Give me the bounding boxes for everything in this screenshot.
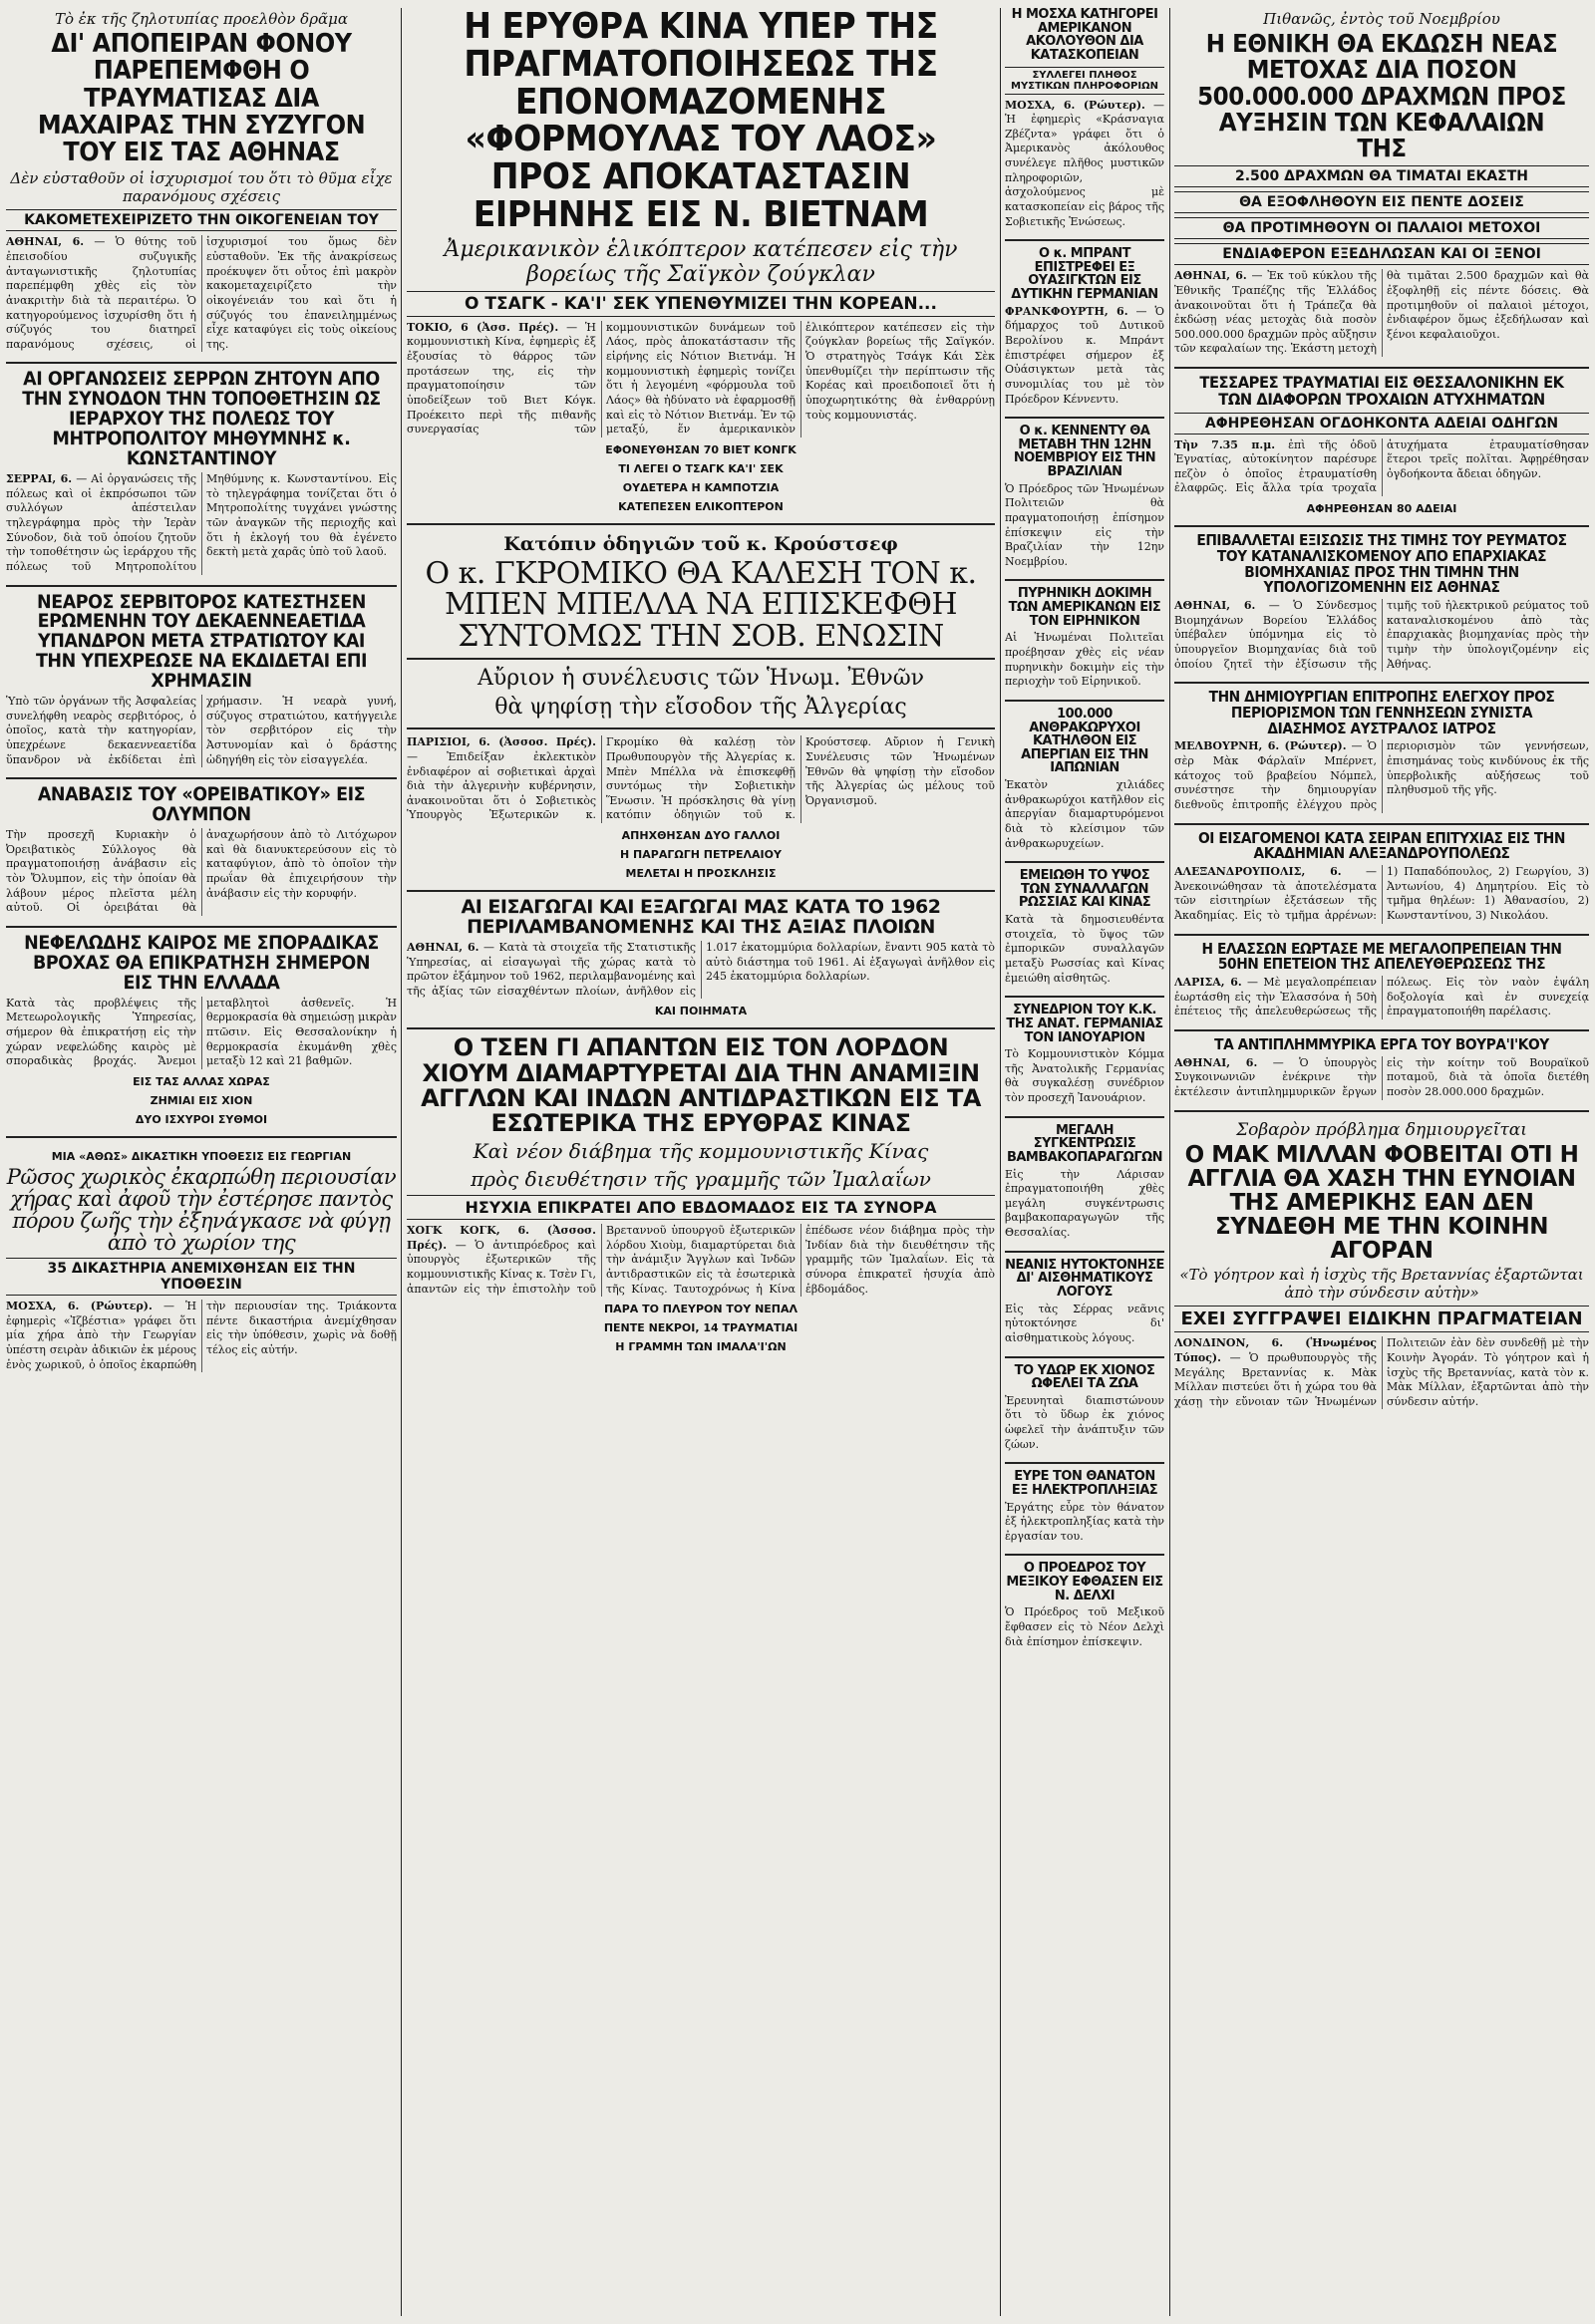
dateline: ΑΘΗΝΑΙ, 6.	[6, 235, 85, 249]
story-imports-exports	[407, 890, 995, 1017]
subheadline: ΕΝΔΙΑΦΕΡΟΝ ΕΞΕΔΗΛΩΣΑΝ ΚΑΙ ΟΙ ΞΕΝΟΙ	[1174, 243, 1589, 265]
headline: ΑΙ ΟΡΓΑΝΩΣΕΙΣ ΣΕΡΡΩΝ ΖΗΤΟΥΝ ΑΠΟ ΤΗΝ ΣΥΝΟΔΟΝ ΤΗΝ ΤΟΠΟΘΕΤΗΣΙΝ ΩΣ ΙΕΡΑΡΧΟΥ ΤΗΣ ΠΟΛΕΩΣ ΤΟΥ ΜΗΤΡΟΠΟΛΙΤΟΥ ΜΗΘΥΜΝΗΣ κ. ΚΩΝΣΤΑΝΤΙΝΟΥ	[22, 368, 381, 470]
article-text: — Ἀνεκοινώθησαν τὰ ἀποτελέσματα τῶν εἰσιτηρίων ἐξετάσεων τῆς Ἀκαδημίας. Εἰς τὸ τμῆμα ἀρρένων: 1) Παπαδόπουλος, 2) Γεωργίου, 3) Ἀντωνίου, 4) Δημητρίου. Εἰς τὸ τμῆμα θηλέων: 1) Ἀθανασίου, 2) Κωνσταντίνου, 3) Νικολάου.	[1174, 865, 1589, 922]
dateline: ΜΟΣΧΑ, 6. (Ρώυτερ).	[6, 1300, 153, 1313]
story-chen-yi	[407, 1027, 995, 1353]
article-text: ἐπὶ τῆς ὁδοῦ Ἐγνατίας, αὐτοκίνητον παρέσυρε πεζὸν ὁ ὁποῖος ἐτραυματίσθη ἐλαφρῶς. Εἰς ἄλλα τρία τροχαῖα ἀτυχήματα ἐτραυματίσθησαν ἕτεροι τρεῖς πολῖται. Ἀφῃρέθησαν ὀγδοήκοντα ἄδειαι ὁδηγῶν.	[1174, 437, 1589, 495]
article-body	[407, 941, 995, 1000]
article-text: Ὁ Πρόεδρος τῶν Ἡνωμένων Πολιτειῶν θὰ πραγματοποιήσῃ ἐπίσημον ἐπίσκεψιν εἰς τὴν Βραζιλίαν τὴν 12ην Νοεμβρίου.	[1005, 481, 1164, 568]
dateline: ΧΟΓΚ ΚΟΓΚ, 6. (Ἀσσοσ. Πρές).	[407, 1224, 596, 1252]
story-nuclear-test	[1005, 579, 1164, 689]
deck: Καὶ νέον διάβημα τῆς κομμουνιστικῆς Κίνας	[473, 1139, 929, 1164]
article-text: Ἐρευνηταὶ διαπιστώνουν ὅτι τὸ ὕδωρ ἐκ χιόνος ὠφελεῖ τὴν ἀνάπτυξιν τῶν ζώων.	[1005, 1393, 1164, 1451]
dateline: ΜΕΛΒΟΥΡΝΗ, 6. (Ρώυτερ).	[1174, 739, 1347, 753]
headline: ΝΕΑΝΙΣ ΗΥΤΟΚΤΟΝΗΣΕ ΔΙ' ΑΙΣΘΗΜΑΤΙΚΟΥΣ ΛΟΓΟΥΣ	[1005, 1257, 1164, 1300]
story-weather	[6, 926, 397, 1126]
story-electrocution	[1005, 1462, 1164, 1544]
article-text: Τὸ Κομμουνιστικὸν Κόμμα τῆς Ἀνατολικῆς Γερμανίας θὰ συγκαλέσῃ συνέδριον τὸν προσεχῆ Ἰανουάριον.	[1005, 1047, 1164, 1105]
subheadline: ΑΦΗΡΕΘΗΣΑΝ ΟΓΔΟΗΚΟΝΤΑ ΑΔΕΙΑΙ ΟΔΗΓΩΝ	[1174, 413, 1589, 435]
minor-heading: ΚΑΙ ΠΟΙΗΜΑΤΑ	[654, 1005, 748, 1018]
article-text: Ὑπὸ τῶν ὀργάνων τῆς Ἀσφαλείας συνελήφθη νεαρὸς σερβιτόρος, ὁ ὁποῖος, κατὰ τὴν κατηγορίαν, ὑπεχρέωνε δεκαεννεαετίδα ὕπανδρον νὰ ἐκδίδεται ἐπὶ χρήμασιν. Ἡ νεαρὰ γυνή, σύζυγος στρατιώτου, κατήγγειλε τὸν σερβιτόρον εἰς τὴν Ἀστυνομίαν καὶ ὁ δράστης ὡδηγήθη εἰς τὸν εἰσαγγελέα.	[6, 695, 397, 766]
minor-heading: ΑΠΗΧΘΗΣΑΝ ΔΥΟ ΓΑΛΛΟΙ	[621, 829, 781, 843]
story-national-bank	[1174, 10, 1589, 357]
kicker: Πιθανῶς, ἐντὸς τοῦ Νοεμβρίου	[1263, 10, 1500, 28]
subheadline: ΣΥΛΛΕΓΕΙ ΠΛΗΘΟΣ ΜΥΣΤΙΚΩΝ ΠΛΗΡΟΦΟΡΙΩΝ	[1005, 67, 1164, 95]
headline: ΝΕΦΕΛΩΔΗΣ ΚΑΙΡΟΣ ΜΕ ΣΠΟΡΑΔΙΚΑΣ ΒΡΟΧΑΣ ΘΑ ΕΠΙΚΡΑΤΗΣΗ ΣΗΜΕΡΟΝ ΕΙΣ ΤΗΝ ΕΛΛΑΔΑ	[24, 931, 379, 994]
headline: Η ΕΘΝΙΚΗ ΘΑ ΕΚΔΩΣΗ ΝΕΑΣ ΜΕΤΟΧΑΣ ΔΙΑ ΠΟΣΟΝ 500.000.000 ΔΡΑΧΜΩΝ ΠΡΟΣ ΑΥΞΗΣΙΝ ΤΩΝ ΚΕΦΑΛΑΙΩΝ ΤΗΣ	[1197, 29, 1566, 162]
article-body	[1005, 99, 1164, 230]
story-vouraikos	[1174, 1029, 1589, 1100]
deck: Δὲν εὐσταθοῦν οἱ ἰσχυρισμοί του ὅτι τὸ θῦμα εἶχε παρανόμους σχέσεις	[10, 169, 393, 206]
story-serres-synod	[6, 362, 397, 574]
story-waiter	[6, 585, 397, 768]
story-thessaloniki-accidents	[1174, 367, 1589, 515]
dateline: ΜΟΣΧΑ, 6. (Ρώυτερ).	[1005, 98, 1145, 112]
headline: ΠΥΡΗΝΙΚΗ ΔΟΚΙΜΗ ΤΩΝ ΑΜΕΡΙΚΑΝΩΝ ΕΙΣ ΤΟΝ ΕΙΡΗΝΙΚΟΝ	[1008, 586, 1161, 629]
headline: ΟΙ ΕΙΣΑΓΟΜΕΝΟΙ ΚΑΤΑ ΣΕΙΡΑΝ ΕΠΙΤΥΧΙΑΣ ΕΙΣ ΤΗΝ ΑΚΑΔΗΜΙΑΝ ΑΛΕΞΑΝΔΡΟΥΠΟΛΕΩΣ	[1198, 828, 1565, 863]
headline: Ο κ. ΚΕΝΝΕΝΤΥ ΘΑ ΜΕΤΑΒΗ ΤΗΝ 12ΗΝ ΝΟΕΜΒΡΙΟΥ ΕΙΣ ΤΗΝ ΒΡΑΖΙΛΙΑΝ	[1013, 424, 1156, 480]
story-kennedy-brazil	[1005, 417, 1164, 569]
dateline: ΑΘΗΝΑΙ, 6.	[407, 940, 479, 954]
article-text: — Ὁ σὲρ Μὰκ Φάρλαϊν Μπέρνετ, κάτοχος τοῦ βραβείου Νόμπελ, συνέστησε τὴν δημιουργίαν διεθνοῦς ἐπιτροπῆς ἐλέγχου πρὸς περιορισμὸν τῶν γεννήσεων, ἐπισημάνας τοὺς κινδύνους ἐκ τῆς ὑπερβολικῆς αὐξήσεως τοῦ πληθυσμοῦ τῆς γῆς.	[1174, 739, 1589, 811]
headline: Ο κ. ΓΚΡΟΜΙΚΟ ΘΑ ΚΑΛΕΣΗ ΤΟΝ κ. ΜΠΕΝ ΜΠΕΛΛΑ ΝΑ ΕΠΙΣΚΕΦΘΗ ΣΥΝΤΟΜΩΣ ΤΗΝ ΣΟΒ. ΕΝΩΣΙΝ	[425, 555, 977, 654]
column-right	[1174, 8, 1589, 2316]
subheadline: ΕΧΕΙ ΣΥΓΓΡΑΨΕΙ ΕΙΔΙΚΗΝ ΠΡΑΓΜΑΤΕΙΑΝ	[1174, 1306, 1589, 1332]
subheadline: Ο ΤΣΑΓΚ - ΚΑ'Ι' ΣΕΚ ΥΠΕΝΘΥΜΙΖΕΙ ΤΗΝ ΚΟΡΕΑΝ...	[407, 291, 995, 317]
story-georgia-widow	[6, 1136, 397, 1372]
headline: Ο κ. ΜΠΡΑΝΤ ΕΠΙΣΤΡΕΦΕΙ ΕΞ ΟΥΑΣΙΓΚΤΩΝ ΕΙΣ ΔΥΤΙΚΗΝ ΓΕΡΜΑΝΙΑΝ	[1011, 246, 1158, 303]
minor-heading: ΑΦΗΡΕΘΗΣΑΝ 80 ΑΔΕΙΑΙ	[1306, 502, 1457, 516]
dateline: ΠΑΡΙΣΙΟΙ, 6. (Ἀσσοσ. Πρές).	[407, 735, 596, 749]
subheadline: ΘΑ ΠΡΟΤΙΜΗΘΟΥΝ ΟΙ ΠΑΛΑΙΟΙ ΜΕΤΟΧΟΙ	[1174, 217, 1589, 239]
article-text: — Ὁ ἀντιπρόεδρος καὶ ὑπουργὸς ἐξωτερικῶν τῆς κομμουνιστικῆς Κίνας κ. Τσὲν Γι, ἀπαντῶν εἰς τὴν ἐπιστολὴν τοῦ Βρεταννοῦ ὑπουργοῦ ἐξωτερικῶν λόρδου Χιοὺμ, διαμαρτύρεται διὰ τὴν ἀνάμιξιν Ἄγγλων καὶ Ἰνδῶν ἀντιδραστικῶν εἰς τὰ ἐσωτερικὰ τῆς Κίνας. Ταυτοχρόνως ἡ Κίνα ἐπέδωσε νέον διάβημα πρὸς τὴν Ἰνδίαν διὰ τὴν διευθέτησιν τῆς γραμμῆς τῶν Ἰμαλαΐων. Εἰς τὰ σύνορα ἐπικρατεῖ ἡσυχία ἀπὸ ἑβδομάδος.	[407, 1224, 995, 1296]
dateline: ΑΘΗΝΑΙ, 6.	[1174, 599, 1256, 613]
minor-heading: ΜΕΛΕΤΑΙ Η ΠΡΟΣΚΛΗΣΙΣ	[625, 867, 777, 881]
story-elassona	[1174, 934, 1589, 1019]
headline: ΜΕΓΑΛΗ ΣΥΓΚΕΝΤΡΩΣΙΣ ΒΑΜΒΑΚΟΠΑΡΑΓΩΓΩΝ	[1006, 1122, 1163, 1165]
article-text: Κατὰ τὰς προβλέψεις τῆς Μετεωρολογικῆς Ὑπηρεσίας, σήμερον θὰ ἐπικρατήσῃ εἰς τὴν χώραν νεφελώδης καιρὸς μὲ σποραδικὰς βροχάς. Ἄνεμοι μεταβλητοὶ ἀσθενεῖς. Ἡ θερμοκρασία θὰ σημειώσῃ μικρὰν πτῶσιν. Εἰς Θεσσαλονίκην ἡ θερμοκρασία ἐκυμάνθη χθὲς μεταξὺ 12 καὶ 21 βαθμῶν.	[6, 996, 397, 1068]
story-olympus	[6, 777, 397, 916]
deck: Ἀμερικανικὸν ἑλικόπτερον κατέπεσεν εἰς τὴν βορείως τῆς Σαϊγκὸν ζούγκλαν	[444, 236, 958, 287]
headline: ΤΑ ΑΝΤΙΠΛΗΜΜΥΡΙΚΑ ΕΡΓΑ ΤΟΥ ΒΟΥΡΑ'Ι'ΚΟΥ	[1214, 1034, 1549, 1053]
article-text: Αἱ Ἡνωμέναι Πολιτεῖαι προέβησαν χθὲς εἰς νέαν πυρηνικὴν δοκιμὴν εἰς τὴν περιοχὴν τοῦ Εἰρηνικοῦ.	[1005, 631, 1164, 689]
article-body	[407, 1224, 995, 1297]
headline: Ο ΤΣΕΝ ΓΙ ΑΠΑΝΤΩΝ ΕΙΣ ΤΟΝ ΛΟΡΔΟΝ ΧΙΟΥΜ ΔΙΑΜΑΡΤΥΡΕΤΑΙ ΔΙΑ ΤΗΝ ΑΝΑΜΙΞΙΝ ΑΓΓΛΩΝ ΚΑΙ ΙΝΔΩΝ ΑΝΤΙΔΡΑΣΤΙΚΩΝ ΕΙΣ ΤΑ ΕΣΩΤΕΡΙΚΑ ΤΗΣ ΕΡΥΘΡΑΣ ΚΙΝΑΣ	[421, 1033, 981, 1137]
article-text: — Μὲ μεγαλοπρέπειαν ἑωρτάσθη εἰς τὴν Ἐλασσόνα ἡ 50ὴ ἐπέτειος τῆς ἀπελευθερώσεως τῆς πόλεως. Εἰς τὸν ναὸν ἐψάλη δοξολογία καὶ ἐν συνεχείᾳ ἐπραγματοποιήθη παρέλασις.	[1174, 976, 1589, 1018]
article-text: Κατὰ τὰ δημοσιευθέντα στοιχεῖα, τὸ ὕψος τῶν ἐμπορικῶν συναλλαγῶν μεταξὺ Ρωσσίας καὶ Κίνας ἐμειώθη αἰσθητῶς.	[1005, 913, 1164, 985]
minor-heading: ΤΙ ΛΕΓΕΙ Ο ΤΣΑΓΚ ΚΑ'Ι' ΣΕΚ	[618, 461, 784, 475]
deck: «Τὸ γόητρον καὶ ἡ ἰσχὺς τῆς Βρεταννίας ἐξαρτῶνται ἀπὸ τὴν σύνδεσιν αὐτὴν»	[1179, 1266, 1584, 1303]
kicker: Σοβαρὸν πρόβλημα δημιουργεῖται	[1236, 1119, 1527, 1140]
story-east-german-congress	[1005, 996, 1164, 1105]
headline: 100.000 ΑΝΘΡΑΚΩΡΥΧΟΙ ΚΑΤΗΛΘΟΝ ΕΙΣ ΑΠΕΡΓΙΑΝ ΕΙΣ ΤΗΝ ΙΑΠΩΝΙΑΝ	[1021, 706, 1148, 776]
dateline: ΤΟΚΙΟ, 6 (Ἀσσ. Πρές).	[407, 320, 559, 334]
article-text: — Ὁ Σύνδεσμος Βιομηχάνων Βορείου Ἑλλάδος ὑπέβαλεν ὑπόμνημα εἰς τὸ ὑπουργεῖον Βιομηχανίας διὰ τοῦ ὁποίου ζητεῖ τὴν ἐξίσωσιν τῆς τιμῆς τοῦ ἠλεκτρικοῦ ρεύματος τοῦ καταναλισκομένου ἀπὸ τὰς ἐπαρχιακὰς βιομηχανίας πρὸς τὴν τιμὴν τὴν ὑπολογιζομένην εἰς Ἀθήνας.	[1174, 599, 1589, 671]
minor-heading: Η ΓΡΑΜΜΗ ΤΩΝ ΙΜΑΛΑ'Ι'ΩΝ	[615, 1340, 787, 1354]
kicker: Κατόπιν ὁδηγιῶν τοῦ κ. Κρούστσεφ	[503, 532, 898, 555]
headline: ΑΙ ΕΙΣΑΓΩΓΑΙ ΚΑΙ ΕΞΑΓΩΓΑΙ ΜΑΣ ΚΑΤΑ ΤΟ 1962 ΠΕΡΙΛΑΜΒΑΝΟΜΕΝΗΣ ΚΑΙ ΤΗΣ ΑΞΙΑΣ ΠΛΟΙΩΝ	[461, 896, 941, 938]
article-text: — Ἐπιδείξαν ἐκλεκτικὸν ἐνδιαφέρον αἱ σοβιετικαὶ ἀρχαὶ διὰ τὴν ἀλγερινὴν κυβέρνησιν, ἀνακοινοῦται ὅτι ὁ Σοβιετικὸς Ὑπουργὸς Ἐξωτερικῶν κ. Γκρομίκο θὰ καλέσῃ τὸν Πρωθυπουργὸν τῆς Ἀλγερίας κ. Μπὲν Μπέλλα νὰ ἐπισκεφθῇ συντόμως τὴν Σοβιετικὴν Ἕνωσιν. Ἡ πρόσκλησις θὰ γίνῃ κατόπιν ὁδηγιῶν τοῦ κ. Κρούστσεφ. Αὔριον ἡ Γενικὴ Συνέλευσις τῶν Ἡνωμένων Ἐθνῶν θὰ ψηφίσῃ τὴν εἴσοδον τῆς Ἀλγερίας ὡς μέλους τοῦ Ὀργανισμοῦ.	[407, 735, 995, 822]
headline: ΑΝΑΒΑΣΙΣ ΤΟΥ «ΟΡΕΙΒΑΤΙΚΟΥ» ΕΙΣ ΟΛΥΜΠΟΝ	[37, 783, 366, 826]
article-text: — Ἡ ἐφημερὶς «Ἰζβέστια» γράφει ὅτι μία χήρα ἀπὸ τὴν Γεωργίαν ὑπέστη σειρὰν ἀδικιῶν ἐκ μέρους ἑνὸς χωρικοῦ, ὁ ὁποῖος ἐκαρπώθη τὴν περιουσίαν της. Τριάκοντα πέντε δικαστήρια ἀνεμίχθησαν εἰς τὴν ὑπόθεσιν, χωρὶς νὰ δοθῇ τέλος εἰς αὐτήν.	[6, 1300, 397, 1371]
column-left	[6, 8, 397, 2316]
minor-heading: ΕΙΣ ΤΑΣ ΑΛΛΑΣ ΧΩΡΑΣ	[133, 1074, 270, 1088]
minor-heading: ΔΥΟ ΙΣΧΥΡΟΙ ΣΥΘΜΟΙ	[135, 1112, 268, 1126]
minor-heading: Η ΠΑΡΑΓΩΓΗ ΠΕΤΡΕΛΑΙΟΥ	[620, 848, 782, 862]
article-body	[1174, 976, 1589, 1019]
story-birth-control	[1174, 682, 1589, 812]
story-macmillan	[1174, 1110, 1589, 1410]
article-text: Εἰς τὰς Σέρρας νεᾶνις ηὐτοκτόνησε δι' αἰσθηματικοὺς λόγους.	[1005, 1302, 1164, 1344]
article-text: Τὴν προσεχῆ Κυριακὴν ὁ Ὀρειβατικὸς Σύλλογος θὰ πραγματοποιήσῃ ἀνάβασιν εἰς τὸν Ὄλυμπον, εἰς τὴν ὁποίαν θὰ λάβουν μέρος πλεῖστα μέλη αὐτοῦ. Οἱ ὀρειβάται θὰ ἀναχωρήσουν ἀπὸ τὸ Λιτόχωρον καὶ θὰ διανυκτερεύσουν εἰς τὸ καταφύγιον, ἀπὸ τὸ ὁποῖον τὴν πρωΐαν θὰ ἐπιχειρήσουν τὴν ἀνάβασιν εἰς τὴν κορυφήν.	[6, 828, 397, 915]
story-japan-strike	[1005, 700, 1164, 851]
article-body	[1174, 1336, 1589, 1409]
article-text: — Ἡ ἐφημερὶς «Κράσναγια Ζβέζντα» γράφει ὅτι ὁ Ἀμερικανὸς ἀκόλουθος συνέλεγε πλῆθος μυστικῶν πληροφοριῶν, ἀσχολούμενος μὲ κατασκοπείαν εἰς βάρος τῆς Σοβιετικῆς Ἑνώσεως.	[1005, 98, 1164, 228]
story-brandt	[1005, 239, 1164, 407]
headline: ΕΠΙΒΑΛΛΕΤΑΙ ΕΞΙΣΩΣΙΣ ΤΗΣ ΤΙΜΗΣ ΤΟΥ ΡΕΥΜΑΤΟΣ ΤΟΥ ΚΑΤΑΝΑΛΙΣΚΟΜΕΝΟΥ ΑΠΟ ΕΠΑΡΧΙΑΚΑΣ ΒΙΟΜΗΧΑΝΙΑΣ ΠΡΟΣ ΤΗΝ ΤΙΜΗΝ ΤΗΝ ΥΠΟΛΟΓΙΖΟΜΕΝΗΝ ΕΙΣ ΑΘΗΝΑΣ	[1196, 531, 1567, 597]
subheadline: 35 ΔΙΚΑΣΤΗΡΙΑ ΑΝΕΜΙΧΘΗΣΑΝ ΕΙΣ ΤΗΝ ΥΠΟΘΕΣΙΝ	[6, 1258, 397, 1296]
subheadline: ΗΣΥΧΙΑ ΕΠΙΚΡΑΤΕΙ ΑΠΟ ΕΒΔΟΜΑΔΟΣ ΕΙΣ ΤΑ ΣΥΝΟΡΑ	[407, 1195, 995, 1220]
dateline: ΑΛΕΞΑΝΔΡΟΥΠΟΛΙΣ, 6.	[1174, 865, 1342, 879]
deck: θὰ ψηφίσῃ τὴν εἴσοδον τῆς Ἀλγερίας	[494, 695, 907, 721]
column-rule	[401, 8, 402, 2316]
article-body	[6, 235, 397, 352]
article-body	[1174, 1056, 1589, 1100]
headline: ΔΙ' ΑΠΟΠΕΙΡΑΝ ΦΟΝΟΥ ΠΑΡΕΠΕΜΦΘΗ Ο ΤΡΑΥΜΑΤΙΣΑΣ ΔΙΑ ΜΑΧΑΙΡΑΣ ΤΗΝ ΣΥΖΥΓΟΝ ΤΟΥ ΕΙΣ ΤΑΣ ΑΘΗΝΑΣ	[37, 29, 366, 168]
headline: ΤΕΣΣΑΡΕΣ ΤΡΑΥΜΑΤΙΑΙ ΕΙΣ ΘΕΣΣΑΛΟΝΙΚΗΝ ΕΚ ΤΩΝ ΔΙΑΦΟΡΩΝ ΤΡΟΧΑΙΩΝ ΑΤΥΧΗΜΑΤΩΝ	[1199, 373, 1564, 409]
dateline: ΛΟΝΔΙΝΟΝ, 6. (Ἡνωμένος Τύπος).	[1174, 1336, 1377, 1364]
article-text: — Κατὰ τὰ στοιχεῖα τῆς Στατιστικῆς Ὑπηρεσίας, αἱ εἰσαγωγαὶ τῆς χώρας κατὰ τὸ πρῶτον ἑξάμηνον τοῦ 1962, περιλαμβανομένης καὶ τῆς ἀξίας τῶν εἰσαχθέντων πλοίων, ἀνῆλθον εἰς 1.017 ἑκατομμύρια δολλαρίων, ἔναντι 905 κατὰ τὸ αὐτὸ διάστημα τοῦ 1961. Αἱ ἐξαγωγαὶ ἀνῆλθον εἰς 245 ἑκατομμύρια δολλαρίων.	[407, 940, 995, 998]
headline: ΕΥΡΕ ΤΟΝ ΘΑΝΑΤΟΝ ΕΞ ΗΛΕΚΤΡΟΠΛΗΞΙΑΣ	[1011, 1469, 1158, 1498]
story-moscow-spy	[1005, 8, 1164, 229]
headline: Ο ΠΡΟΕΔΡΟΣ ΤΟΥ ΜΕΞΙΚΟΥ ΕΦΘΑΣΕΝ ΕΙΣ Ν. ΔΕΛΧΙ	[1006, 1561, 1163, 1603]
subheadline: ΘΑ ΕΞΟΦΛΗΘΟΥΝ ΕΙΣ ΠΕΝΤΕ ΔΟΣΕΙΣ	[1174, 191, 1589, 213]
minor-heading: ΟΥΔΕΤΕΡΑ Η ΚΑΜΠΟΤΖΙΑ	[622, 480, 780, 494]
dateline: ΣΕΡΡΑΙ, 6.	[6, 472, 73, 486]
article-body	[1174, 438, 1589, 497]
column-rule	[1000, 8, 1001, 2316]
minor-heading: ΠΑΡΑ ΤΟ ΠΛΕΥΡΟΝ ΤΟΥ ΝΕΠΑΛ	[603, 1303, 798, 1316]
deck: πρὸς διευθέτησιν τῆς γραμμῆς τῶν Ἰμαλαΐων	[471, 1167, 931, 1192]
headline: ΝΕΑΡΟΣ ΣΕΡΒΙΤΟΡΟΣ ΚΑΤΕΣΤΗΣΕΝ ΕΡΩΜΕΝΗΝ ΤΟΥ ΔΕΚΑΕΝΝΕΑΕΤΙΔΑ ΥΠΑΝΔΡΟΝ ΜΕΤΑ ΣΤΡΑΤΙΩΤΟΥ ΚΑΙ ΤΗΝ ΥΠΕΧΡΕΩΣΕ ΝΑ ΕΚΔΙΔΕΤΑΙ ΕΠΙ ΧΡΗΜΑΣΙΝ	[35, 590, 368, 693]
kicker: ΜΙΑ «ΑΘΩΣ» ΔΙΚΑΣΤΙΚΗ ΥΠΟΘΕΣΙΣ ΕΙΣ ΓΕΩΡΓΙΑΝ	[51, 1149, 352, 1163]
story-russia-china-trade	[1005, 861, 1164, 986]
article-text: — Ἡ κομμουνιστικὴ Κίνα, ἐφημερὶς ἐξ ἐξουσίας τὸ θάρρος τῶν προτάσεων της, εἰς τὴν πραγματοποίησιν τῶν ὑποδείξεων τοῦ Βιετ Κόγκ. Προέκειτο περὶ τῆς πιθανῆς συνεργασίας τῶν κομμουνιστικῶν δυνάμεων τοῦ Λάος, πρὸς ἀποκατάστασιν τῆς εἰρήνης εἰς Νότιον Βιετνάμ. Ἡ κομμουνιστικὴ ἐφημερὶς τονίζει ὅτι ἡ λεγομένη «φόρμουλα τοῦ Λάος» θὰ ἠδύνατο νὰ ἐφαρμοσθῇ καὶ εἰς τὸ Νότιον Βιετνάμ. Ἐν τῷ μεταξύ, ἕν ἀμερικανικὸν ἑλικόπτερον κατέπεσεν εἰς τὴν ζούγκλαν βορείως τῆς Σαϊγκόν. Ὁ στρατηγὸς Τσάγκ Κάι Σὲκ ὑπενθυμίζει τὴν περίπτωσιν τῆς Κορέας καὶ προειδοποιεῖ ὅτι ἡ ὑποχωρητικότης θὰ ἐνθαρρύνῃ τοὺς κομμουνιστάς.	[407, 320, 995, 436]
subheadline: 2.500 ΔΡΑΧΜΩΝ ΘΑ ΤΙΜΑΤΑΙ ΕΚΑΣΤΗ	[1174, 165, 1589, 187]
minor-heading: ΠΕΝΤΕ ΝΕΚΡΟΙ, 14 ΤΡΑΥΜΑΤΙΑΙ	[603, 1321, 798, 1335]
article-body	[1174, 865, 1589, 924]
story-gromyko-ben-bella	[407, 523, 995, 880]
minor-heading: ΖΗΜΙΑΙ ΕΙΣ ΧΙΟΝ	[150, 1093, 253, 1107]
story-mexico-president	[1005, 1554, 1164, 1649]
column-narrow	[1005, 8, 1164, 2316]
deck-box	[407, 658, 995, 729]
article-text: — Ὁ δήμαρχος τοῦ Δυτικοῦ Βερολίνου κ. Μπράντ ἐπιστρέφει σήμερον ἐξ Οὐάσιγκτων μετὰ τὰς συνομιλίας του μὲ τὸν Πρόεδρον Κέννεντυ.	[1005, 304, 1164, 406]
article-text: — Ὁ πρωθυπουργὸς τῆς Μεγάλης Βρεταννίας κ. Μὰκ Μίλλαν πιστεύει ὅτι ἡ χώρα του θὰ χάσῃ τὴν εὔνοιαν τῶν Ἡνωμένων Πολιτειῶν ἐὰν δὲν συνδεθῇ μὲ τὴν Κοινὴν Ἀγοράν. Τὸ γόητρον καὶ ἡ ἰσχὺς τῆς Βρεταννίας, κατὰ τὸν κ. Μὰκ Μίλλαν, ἐξαρτῶνται ἀπὸ τὴν σύνδεσιν αὐτήν.	[1174, 1336, 1589, 1408]
article-body	[407, 735, 995, 823]
article-text: — Ὁ ὑπουργὸς Συγκοινωνιῶν ἐνέκρινε τὴν ἐκτέλεσιν ἀντιπλημμυρικῶν ἔργων εἰς τὴν κοίτην τοῦ Βουραϊκοῦ ποταμοῦ, διὰ τὰ ὁποῖα διετέθη ποσὸν 28.000.000 δραχμῶν.	[1174, 1055, 1589, 1098]
headline: ΕΜΕΙΩΘΗ ΤΟ ΥΨΟΣ ΤΩΝ ΣΥΝΑΛΛΑΓΩΝ ΡΩΣΣΙΑΣ ΚΑΙ ΚΙΝΑΣ	[1018, 868, 1151, 911]
headline: ΤΟ ΥΔΩΡ ΕΚ ΧΙΟΝΟΣ ΩΦΕΛΕΙ ΤΑ ΖΩΑ	[1014, 1362, 1155, 1392]
dateline: ΑΘΗΝΑΙ, 6.	[1174, 1055, 1258, 1069]
article-text: — Ἐκ τοῦ κύκλου τῆς Ἐθνικῆς Τραπέζης τῆς Ἑλλάδος ἀνακοινοῦται ὅτι ἡ Τράπεζα θὰ ἐκδώσῃ νέας μετοχὰς διὰ ποσὸν 500.000.000 δραχμῶν πρὸς αὔξησιν τῶν κεφαλαίων της. Ἑκάστη μετοχὴ θὰ τιμᾶται 2.500 δραχμῶν καὶ θὰ ἐξοφληθῇ εἰς πέντε δόσεις. Θὰ προτιμηθοῦν οἱ παλαιοὶ μέτοχοι, ἐνδιαφέρον ὅμως ἐξεδήλωσαν καὶ ξένοι κεφαλαιοῦχοι.	[1174, 269, 1589, 356]
article-body	[1005, 305, 1164, 407]
subheadline: ΚΑΚΟΜΕΤΕΧΕΙΡΙΖΕΤΟ ΤΗΝ ΟΙΚΟΓΕΝΕΙΑΝ ΤΟΥ	[6, 209, 397, 231]
article-body	[1174, 739, 1589, 812]
article-body	[407, 321, 995, 437]
article-text: Ἐργάτης εὗρε τὸν θάνατον ἐξ ἠλεκτροπληξίας κατὰ τὴν ἐργασίαν του.	[1005, 1500, 1164, 1543]
dateline: ΛΑΡΙΣΑ, 6.	[1174, 976, 1242, 990]
article-body	[6, 1300, 397, 1372]
headline: Ο ΜΑΚ ΜΙΛΛΑΝ ΦΟΒΕΙΤΑΙ ΟΤΙ Η ΑΓΓΛΙΑ ΘΑ ΧΑΣΗ ΤΗΝ ΕΥΝΟΙΑΝ ΤΗΣ ΑΜΕΡΙΚΗΣ ΕΑΝ ΔΕΝ ΣΥΝΔΕΘΗ ΜΕ ΤΗΝ ΚΟΙΝΗΝ ΑΓΟΡΑΝ	[1184, 1141, 1579, 1265]
article-body	[1174, 599, 1589, 672]
article-text: Ὁ Πρόεδρος τοῦ Μεξικοῦ ἔφθασεν εἰς τὸ Νέον Δελχὶ διὰ ἐπίσημον ἐπίσκεψιν.	[1005, 1605, 1164, 1648]
headline: ΤΗΝ ΔΗΜΙΟΥΡΓΙΑΝ ΕΠΙΤΡΟΠΗΣ ΕΛΕΓΧΟΥ ΠΡΟΣ ΠΕΡΙΟΡΙΣΜΟΝ ΤΩΝ ΓΕΝΝΗΣΕΩΝ ΣΥΝΙΣΤΑ ΔΙΑΣΗΜΟΣ ΑΥΣΤΡΑΛΟΣ ΙΑΤΡΟΣ	[1208, 688, 1555, 737]
story-academy-admissions	[1174, 823, 1589, 924]
story-stabbing	[6, 10, 397, 352]
dateline: ΦΡΑΝΚΦΟΥΡΤΗ, 6.	[1005, 304, 1128, 318]
article-text: Ἑκατὸν χιλιάδες ἀνθρακωρύχοι κατῆλθον εἰς ἀπεργίαν διαμαρτυρόμενοι διὰ τὸ κλείσιμον τῶν ἀνθρακωρυχείων.	[1005, 778, 1164, 850]
deck: Αὔριον ἡ συνέλευσις τῶν Ἡνωμ. Ἐθνῶν	[477, 666, 925, 692]
headline: ΣΥΝΕΔΡΙΟΝ ΤΟΥ Κ.Κ. ΤΗΣ ΑΝΑΤ. ΓΕΡΜΑΝΙΑΣ ΤΟΝ ΙΑΝΟΥΑΡΙΟΝ	[1006, 1003, 1163, 1045]
dateline: Τὴν 7.35 π.μ.	[1174, 437, 1276, 451]
dateline: ΑΘΗΝΑΙ, 6.	[1174, 269, 1247, 283]
lead-headline: Η ΕΡΥΘΡΑ ΚΙΝΑ ΥΠΕΡ ΤΗΣ ΠΡΑΓΜΑΤΟΠΟΙΗΣΕΩΣ ΤΗΣ ΕΠΟΝΟΜΑΖΟΜΕΝΗΣ «ΦΟΡΜΟΥΛΑΣ ΤΟΥ ΛΑΟΣ» ΠΡΟΣ ΑΠΟΚΑΤΑΣΤΑΣΙΝ ΕΙΡΗΝΗΣ ΕΙΣ Ν. ΒΙΕΤΝΑΜ	[464, 8, 938, 235]
headline: Η ΕΛΑΣΣΩΝ ΕΩΡΤΑΣΕ ΜΕ ΜΕΓΑΛΟΠΡΕΠΕΙΑΝ ΤΗΝ 50ΗΝ ΕΠΕΤΕΙΟΝ ΤΗΣ ΑΠΕΛΕΥΘΕΡΩΣΕΩΣ ΤΗΣ	[1201, 939, 1562, 974]
story-snow-water	[1005, 1356, 1164, 1453]
minor-heading: ΚΑΤΕΠΕΣΕΝ ΕΛΙΚΟΠΤΕΡΟΝ	[618, 499, 784, 513]
story-cotton-growers	[1005, 1116, 1164, 1241]
article-body	[1174, 269, 1589, 357]
article-body	[6, 472, 397, 574]
article-text: — Ὁ θύτης τοῦ ἐπεισοδίου συζυγικῆς ἀνταγωνιστικῆς ζηλοτυπίας παρεπέμφθη χθὲς εἰς τὸν ἀνακριτὴν διὰ τὰ περαιτέρω. Ὁ κατηγορούμενος ἰσχυρίσθη ὅτι ἡ σύζυγός του διατηρεῖ παρανόμους σχέσεις, οἱ ἰσχυρισμοί του ὅμως δὲν εὐσταθοῦν. Ἐκ τῆς ἀνακρίσεως προέκυψεν ὅτι οὗτος ἐπὶ μακρὸν κακομεταχειρίζετο τὴν οἰκογένειάν του καὶ ὅτι ἡ σύζυγός του ἐπανειλημμένως εἶχε καταφύγει εἰς τοὺς οἰκείους της.	[6, 235, 397, 351]
headline: Η ΜΟΣΧΑ ΚΑΤΗΓΟΡΕΙ ΑΜΕΡΙΚΑΝΟΝ ΑΚΟΛΟΥΘΟΝ ΔΙΑ ΚΑΤΑΣΚΟΠΕΙΑΝ	[1011, 8, 1158, 63]
column-rule	[1169, 8, 1170, 2316]
headline: Ρῶσος χωρικὸς ἐκαρπώθη περιουσίαν χήρας καὶ ἀφοῦ τὴν ἐστέρησε παντὸς πόρου ζωῆς τὴν ἐξηνάγκασε νὰ φύγῃ ἀπὸ τὸ χωρίον της	[6, 1164, 397, 1256]
story-suicide	[1005, 1251, 1164, 1346]
kicker: Τὸ ἐκ τῆς ζηλοτυπίας προελθὸν δρᾶμα	[54, 10, 349, 28]
story-electricity-price	[1174, 525, 1589, 672]
article-text: — Αἱ ὀργανώσεις τῆς πόλεως καὶ οἱ ἐκπρόσωποι τῶν συλλόγων ἀπέστειλαν τηλεγράφημα πρὸς τὴν Ἱερὰν Σύνοδον, διὰ τοῦ ὁποίου ζητοῦν τὴν τοποθέτησιν ὡς ἱεράρχου τῆς πόλεως τοῦ Μητροπολίτου Μηθύμνης κ. Κωνσταντίνου. Εἰς τὸ τηλεγράφημα τονίζεται ὅτι ὁ Μητροπολίτης τυγχάνει γνώστης τῶν ἀναγκῶν τῆς περιοχῆς καὶ ὅτι ἡ ἐκλογή του θὰ ἐγένετο δεκτὴ μετὰ χαρᾶς ὑπὸ τοῦ λαοῦ.	[6, 472, 397, 573]
article-text: Εἰς τὴν Λάρισαν ἐπραγματοποιήθη χθὲς μεγάλη συγκέντρωσις βαμβακοπαραγωγῶν τῆς Θεσσαλίας.	[1005, 1167, 1164, 1240]
story-red-china-laos	[407, 8, 995, 513]
minor-heading: ΕΦΟΝΕΥΘΗΣΑΝ 70 ΒΙΕΤ ΚΟΝΓΚ	[605, 442, 797, 456]
column-center	[407, 8, 995, 2316]
